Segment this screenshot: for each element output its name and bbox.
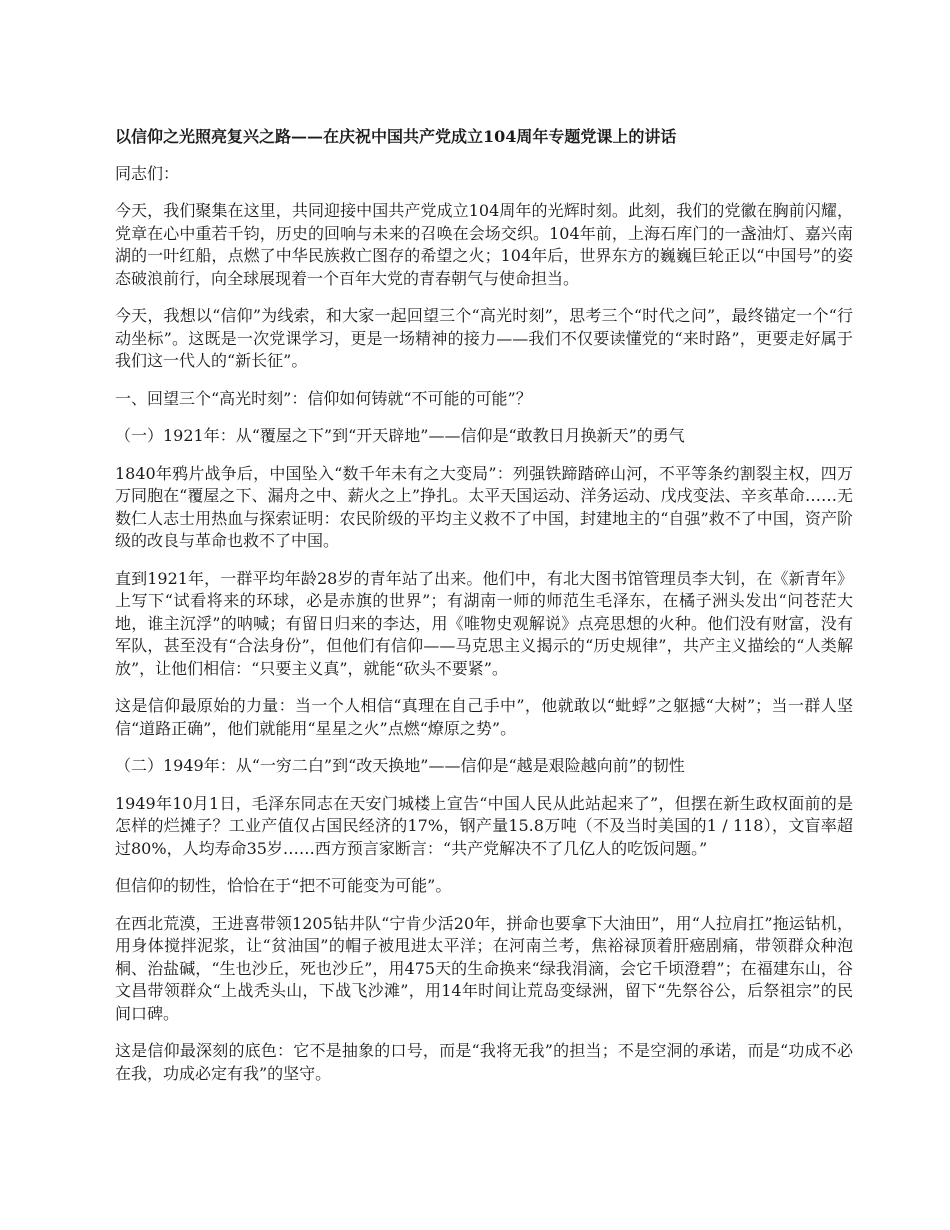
paragraph: 今天，我们聚集在这里，共同迎接中国共产党成立104周年的光辉时刻。此刻，我们的党徽在胸前闪耀，党章在心中重若千钧，历史的回响与未来的召唤在会场交织。104年前，上海石库门的一盏油灯、嘉兴南湖的一叶红船，点燃了中华民族救亡图存的希望之火；104年后，世界东方的巍巍巨轮正以“中国号”的姿态破浪前行，向全球展现着一个百年大党的青春朝气与使命担当。 <box>115 201 853 288</box>
paragraph: 但信仰的韧性，恰恰在于“把不可能变为可能”。 <box>115 876 452 895</box>
section-heading: 一、回望三个“高光时刻”：信仰如何铸就“不可能的可能”？ <box>115 388 532 408</box>
subsection-heading: （二）1949年：从“一穷二白”到“改天换地”——信仰是“越是艰险越向前”的韧性 <box>115 756 685 775</box>
paragraph: 这是信仰最深刻的底色：它不是抽象的口号，而是“我将无我”的担当；不是空洞的承诺，而是“功成不必在我，功成必定有我”的坚守。 <box>115 1041 853 1083</box>
paragraph: 直到1921年，一群平均年龄28岁的青年站了出来。他们中，有北大图书馆管理员李大钊，在《新青年》上写下“试看将来的环球，必是赤旗的世界”；有湖南一师的师范生毛泽东，在橘子洲头发出“问苍茫大地，谁主沉浮”的呐喊；有留日归来的李达，用《唯物史观解说》点亮思想的火种。他们没有财富，没有军队，甚至没有“合法身份”，但他们有信仰——马克思主义揭示的“历史规律”，共产主义描绘的“人类解放”，让他们相信：“只要主义真”，就能“砍头不要紧”。 <box>115 568 853 678</box>
paragraph: 在西北荒漠，王进喜带领1205钻井队“宁肯少活20年，拼命也要拿下大油田”，用“人拉肩扛”拖运钻机，用身体搅拌泥浆，让“贫油国”的帽子被甩进太平洋；在河南兰考，焦裕禄顶着肝癌剧痛，带领群众种泡桐、治盐碱，“生也沙丘，死也沙丘”，用475天的生命换来“绿我涓滴，会它千顷澄碧”；在福建东山，谷文昌带领群众“上战秃头山，下战飞沙滩”，用14年时间让荒岛变绿洲，留下“先祭谷公，后祭祖宗”的民间口碑。 <box>115 913 853 1023</box>
paragraph: 今天，我想以“信仰”为线索，和大家一起回望三个“高光时刻”，思考三个“时代之问”，最终锚定一个“行动坐标”。这既是一次党课学习，更是一场精神的接力——我们不仅要读懂党的“来时路”，更要走好属于我们这一代人的“新长征”。 <box>115 306 853 370</box>
document-title: 以信仰之光照亮复兴之路——在庆祝中国共产党成立104周年专题党课上的讲话 <box>115 127 677 146</box>
paragraph: 这是信仰最原始的力量：当一个人相信“真理在自己手中”，他就敢以“蚍蜉”之躯撼“大树”；当一群人坚信“道路正确”，他们就能用“星星之火”点燃“燎原之势”。 <box>115 696 853 738</box>
subsection-heading: （一）1921年：从“覆屋之下”到“开天辟地”——信仰是“敢教日月换新天”的勇气 <box>115 426 685 445</box>
salutation: 同志们： <box>115 163 180 183</box>
paragraph: 1949年10月1日，毛泽东同志在天安门城楼上宣告“中国人民从此站起来了”，但摆在新生政权面前的是怎样的烂摊子？工业产值仅占国民经济的17%，钢产量15.8万吨（不及当时美国的1 / 118），文盲率超过80%，人均寿命35岁……西方预言家断言：“共产党解决不了几亿人的吃饭问题。” <box>115 793 853 858</box>
document-page <box>115 126 853 1100</box>
paragraph: 1840年鸦片战争后，中国坠入“数千年未有之大变局”：列强铁蹄踏碎山河，不平等条约割裂主权，四万万同胞在“覆屋之下、漏舟之中、薪火之上”挣扎。太平天国运动、洋务运动、戊戌变法、辛亥革命……无数仁人志士用热血与探索证明：农民阶级的平均主义救不了中国，封建地主的“自强”救不了中国，资产阶级的改良与革命也救不了中国。 <box>115 463 853 550</box>
